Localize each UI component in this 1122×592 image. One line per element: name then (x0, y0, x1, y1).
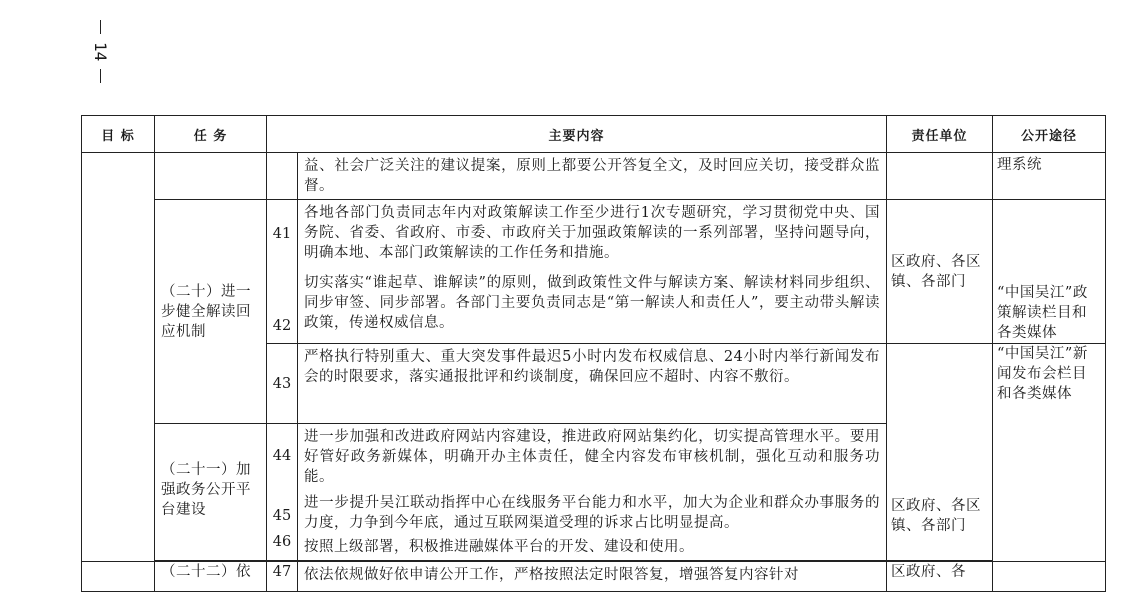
item-43-text: 严格执行特别重大、重大突发事件最迟5小时内发布权威信息、24小时内举行新闻发布会的时限要求，落实通报批评和约谈制度，确保回应不超时、内容不敷衍。 (304, 349, 881, 385)
item-46-text: 按照上级部署，积极推进融媒体平台的开发、建设和使用。 (304, 539, 694, 555)
channel-cell (993, 344, 1106, 562)
content-cell (298, 200, 887, 344)
page-number (88, 20, 112, 100)
page-number-dash-bottom (100, 69, 101, 83)
table-row (82, 153, 1106, 200)
channel-cell (993, 200, 1106, 344)
item-43-number: 43 (272, 375, 292, 392)
item-45-text: 进一步提升吴江联动指挥中心在线服务平台能力和水平，加大为企业和群众办事服务的力度，力争到今年底，通过互联网渠道受理的诉求占比明显提高。 (304, 495, 881, 531)
header-unit: 责任单位 (887, 116, 993, 153)
item-46-number: 46 (272, 534, 292, 550)
task-cell-empty (155, 153, 267, 200)
item-41-text: 各地各部门负责同志年内对政策解读工作至少进行1次专题研究，学习贯彻党中央、国务院、省委、省政府、市委、市政府关于加强政策解读的一系列部署，坚持问题导向，明确本地、本部门政策解读的工作任务和措施。 (304, 205, 881, 261)
channel-cell (993, 562, 1106, 592)
item-44-number: 44 (272, 448, 292, 464)
table-row (82, 200, 1106, 344)
task-20-cell (155, 200, 267, 424)
task-21-label: （二十一）加强政务公开平台建设 (161, 462, 251, 518)
goal-cell (82, 153, 155, 562)
task-21-cell (155, 424, 267, 561)
unit-c-text: 区政府、各 (891, 564, 967, 580)
channel-b-text: “中国吴江”新闻发布会栏目和各类媒体 (997, 346, 1088, 402)
page-number-text: 14 (91, 42, 110, 62)
num-cell (267, 424, 298, 561)
task-table (81, 115, 1106, 592)
content-cell (298, 424, 887, 561)
header-channel: 公开途径 (993, 116, 1106, 153)
header-task: 任 务 (155, 116, 267, 153)
item-42-text: 切实落实“谁起草、谁解读”的原则，做到政策性文件与解读方案、解读材料同步组织、同步审签、同步部署。各部门主要负责同志是“第一解读人和责任人”，要主动带头解读政策，传递权威信息。 (304, 275, 881, 331)
channel-cell: 理系统 (993, 153, 1106, 200)
table-row (82, 562, 1106, 592)
unit-a-text: 区政府、各区镇、各部门 (891, 253, 982, 290)
content-cell (298, 344, 887, 424)
unit-b-text: 区政府、各区镇、各部门 (891, 498, 982, 534)
item-42-number: 42 (272, 318, 292, 334)
page-number-dash-top (100, 20, 101, 34)
unit-cell (887, 344, 993, 561)
unit-cell (887, 562, 993, 592)
unit-cell (887, 200, 993, 344)
item-41-number: 41 (272, 226, 292, 242)
table-header-row (82, 116, 1106, 153)
item-44-text: 进一步加强和改进政府网站内容建设，推进政府网站集约化，切实提高管理水平。要用好管好政务新媒体，明确开办主体责任，健全内容发布审核机制，强化互动和服务功能。 (304, 429, 881, 485)
unit-cell-empty (887, 153, 993, 200)
num-cell (267, 562, 298, 592)
goal-cell (82, 562, 155, 592)
task-22-label: （二十二）依 (161, 564, 251, 580)
item-47-text: 依法依规做好依申请公开工作，严格按照法定时限答复，增强答复内容针对 (304, 567, 799, 583)
task-20-label: （二十）进一步健全解读回应机制 (161, 283, 251, 340)
item-47-number: 47 (272, 564, 292, 580)
header-content: 主要内容 (267, 116, 887, 153)
channel-a-text: “中国吴江”政策解读栏目和各类媒体 (997, 285, 1088, 341)
task-22-cell (155, 562, 267, 592)
item-45-number: 45 (272, 508, 292, 524)
num-cell (267, 200, 298, 344)
content-cell: 益、社会广泛关注的建议提案，原则上都要公开答复全文，及时回应关切，接受群众监督。 (298, 153, 887, 200)
content-cell (298, 562, 887, 592)
num-cell (267, 344, 298, 424)
num-cell-empty (267, 153, 298, 200)
header-goal: 目 标 (82, 116, 155, 153)
